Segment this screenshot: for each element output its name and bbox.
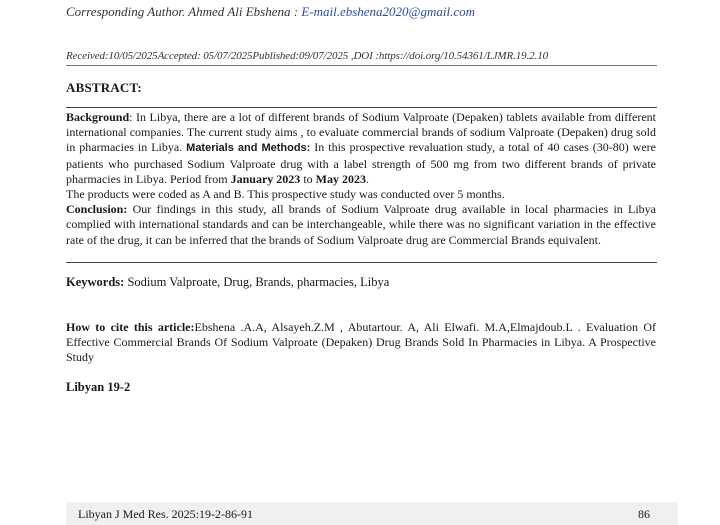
citation-text: Ebshena .A.A, Alsayeh.Z.M , Abutartour. A, Ali Elwafi. M.A,Elmajdoub.L . Evaluation Of Effective Commercial Brands Of Sodium Valproate (Depaken) Drug Brands Sold In Pharmacies in Libya. A Prospective Study <box>66 320 656 365</box>
publication-dates-line: Received:10/05/2025Accepted: 05/07/2025Published:09/07/2025 ,DOI :https://doi.org/10.54361/LJMR.19.2.10 <box>66 50 549 62</box>
background-label: Background <box>66 110 130 124</box>
methods-label: Materials and Methods: <box>186 142 311 155</box>
methods-text: In this prospective revaluation study, a total of 40 cases (30-80) were patients who purchased Sodium Valproate drug with a label strength of 500 mg from two different brands of private pharmacies in Libya. Period from <box>66 140 656 186</box>
period-start: January 2023 <box>230 171 301 186</box>
citation-block <box>66 320 656 366</box>
divider <box>66 65 657 66</box>
abstract-body <box>66 110 656 248</box>
period-end: May 2023 <box>315 171 366 186</box>
divider <box>66 262 657 263</box>
corresponding-author-label: Corresponding Author. Ahmed Ali Ebshena : <box>66 4 302 19</box>
author-email-link[interactable]: E-mail.ebshena2020@gmail.com <box>301 4 476 19</box>
footer-page-number: 86 <box>638 507 650 521</box>
abstract-paragraph-products: The products were coded as A and B. This prospective study was conducted over 5 months. <box>66 187 505 202</box>
period-end-punct: . <box>365 171 369 186</box>
footer-journal-reference: Libyan J Med Res. 2025:19-2-86-91 <box>78 507 253 521</box>
keywords-label: Keywords: <box>66 275 125 289</box>
citation-label: How to cite this article: <box>66 320 195 334</box>
page-footer <box>66 502 678 525</box>
divider <box>66 107 657 108</box>
abstract-heading: ABSTRACT: <box>66 80 142 95</box>
abstract-paragraph-conclusion <box>66 202 656 248</box>
keywords-text: Sodium Valproate, Drug, Brands, pharmacies, Libya <box>124 275 390 289</box>
journal-tag: Libyan 19-2 <box>66 380 131 394</box>
abstract-paragraph-main <box>66 110 656 187</box>
background-text: : In Libya, there are a lot of different brands of Sodium Valproate (Depaken) tablets available from different international companies. The current study aims , to evaluate commercial brands of sodium Valproate (Depaken) drug sold in pharmacies in Libya. <box>66 110 656 155</box>
corresponding-author-line <box>66 4 475 20</box>
keywords-line <box>66 275 389 290</box>
conclusion-label: Conclusion: <box>66 202 128 217</box>
conclusion-text: Our findings in this study, all brands of Sodium Valproate drug available in local pharmacies in Libya complied with international standards and can be interchangeable, while there was no significant variation in the effective rate of the drug, it can be inferred that the brands of Sodium Valproate drug are Commercial Brands equivalent. <box>66 202 656 247</box>
period-to: to <box>300 171 316 186</box>
